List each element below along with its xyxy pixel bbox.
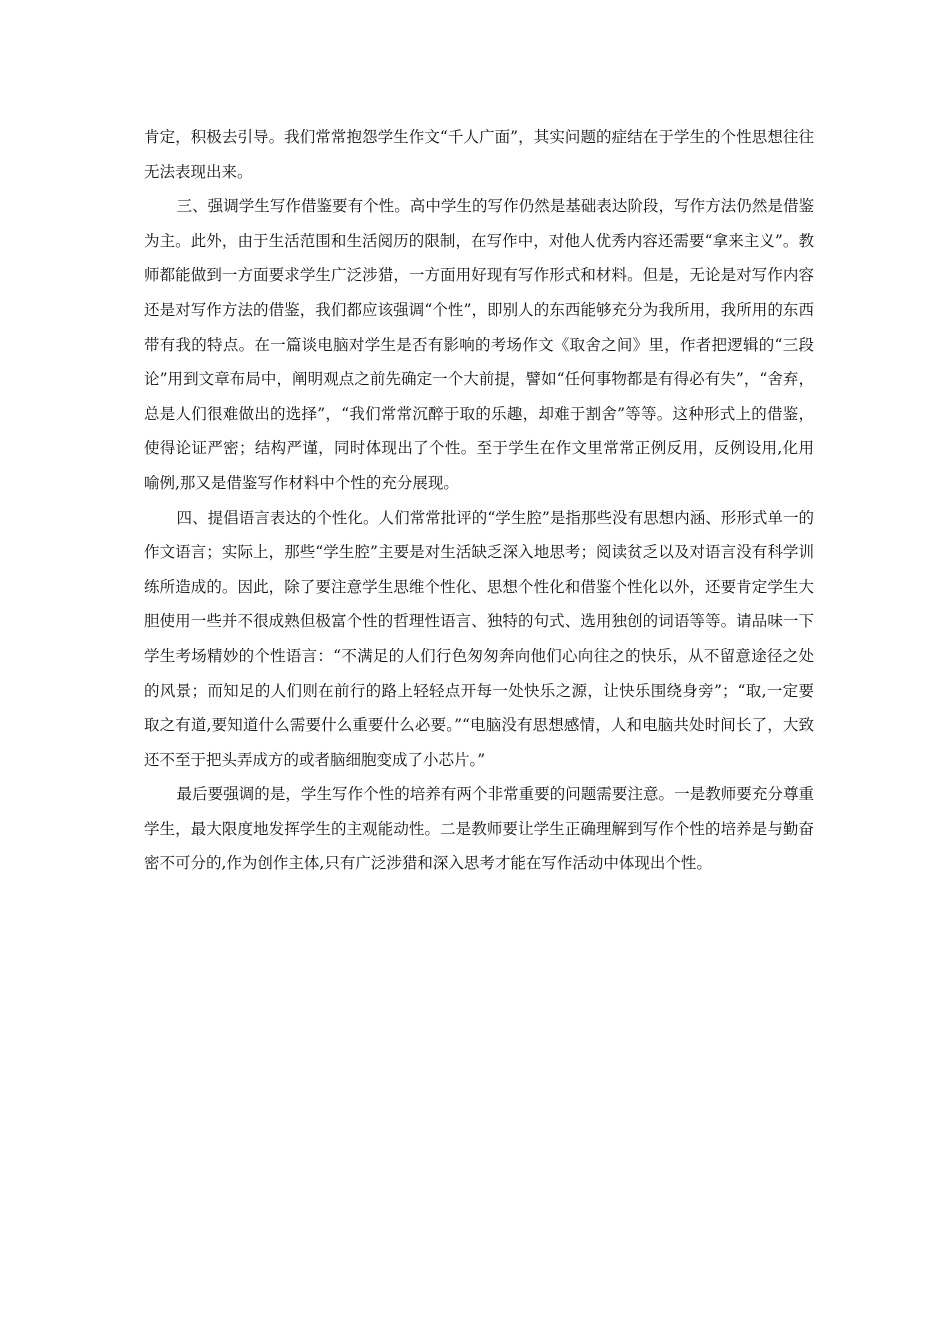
paragraph-section-three: 三、强调学生写作借鉴要有个性。高中学生的写作仍然是基础表达阶段，写作方法仍然是借鉴为主。此外，由于生活范围和生活阅历的限制，在写作中，对他人优秀内容还需要“拿来主义”。教师都能做到一方面要求学生广泛涉猎，一方面用好现有写作形式和材料。但是，无论是对写作内容还是对写作方法的借鉴，我们都应该强调“个性”，即别人的东西能够充分为我所用，我所用的东西带有我的特点。在一篇谈电脑对学生是否有影响的考场作文《取舍之间》里，作者把逻辑的“三段论”用到文章布局中，阐明观点之前先确定一个大前提，譬如“任何事物都是有得必有失”，“舍弃，总是人们很难做出的选择”，“我们常常沉醉于取的乐趣，却难于割舍”等等。这种形式上的借鉴，使得论证严密；结构严谨，同时体现出了个性。至于学生在作文里常常正例反用，反例设用,化用喻例,那又是借鉴写作材料中个性的充分展现。: [144, 197, 814, 492]
paragraph-section-four: 四、提倡语言表达的个性化。人们常常批评的“学生腔”是指那些没有思想内涵、形形式单一的作文语言；实际上，那些“学生腔”主要是对生活缺乏深入地思考；阅读贫乏以及对语言没有科学训练所造成的。因此，除了要注意学生思维个性化、思想个性化和借鉴个性化以外，还要肯定学生大胆使用一些并不很成熟但极富个性的哲理性语言、独特的句式、选用独创的词语等等。请品味一下学生考场精妙的个性语言：“不满足的人们行色匆匆奔向他们心向往之的快乐，从不留意途径之处的风景；而知足的人们则在前行的路上轻轻点开每一处快乐之源，让快乐围绕身旁”；“取,一定要取之有道,要知道什么需要什么重要什么必要。”“电脑没有思想感情，人和电脑共处时间长了，大致还不至于把头弄成方的或者脑细胞变成了小芯片。”: [144, 508, 814, 769]
document-body: [144, 120, 814, 881]
paragraph-conclusion: 最后要强调的是，学生写作个性的培养有两个非常重要的问题需要注意。一是教师要充分尊重学生，最大限度地发挥学生的主观能动性。二是教师要让学生正确理解到写作个性的培养是与勤奋密不可分的,作为创作主体,只有广泛涉猎和深入思考才能在写作活动中体现出个性。: [144, 785, 814, 873]
paragraph-continuation: 肯定，积极去引导。我们常常抱怨学生作文“千人广面”，其实问题的症结在于学生的个性思想往往无法表现出来。: [144, 128, 814, 181]
